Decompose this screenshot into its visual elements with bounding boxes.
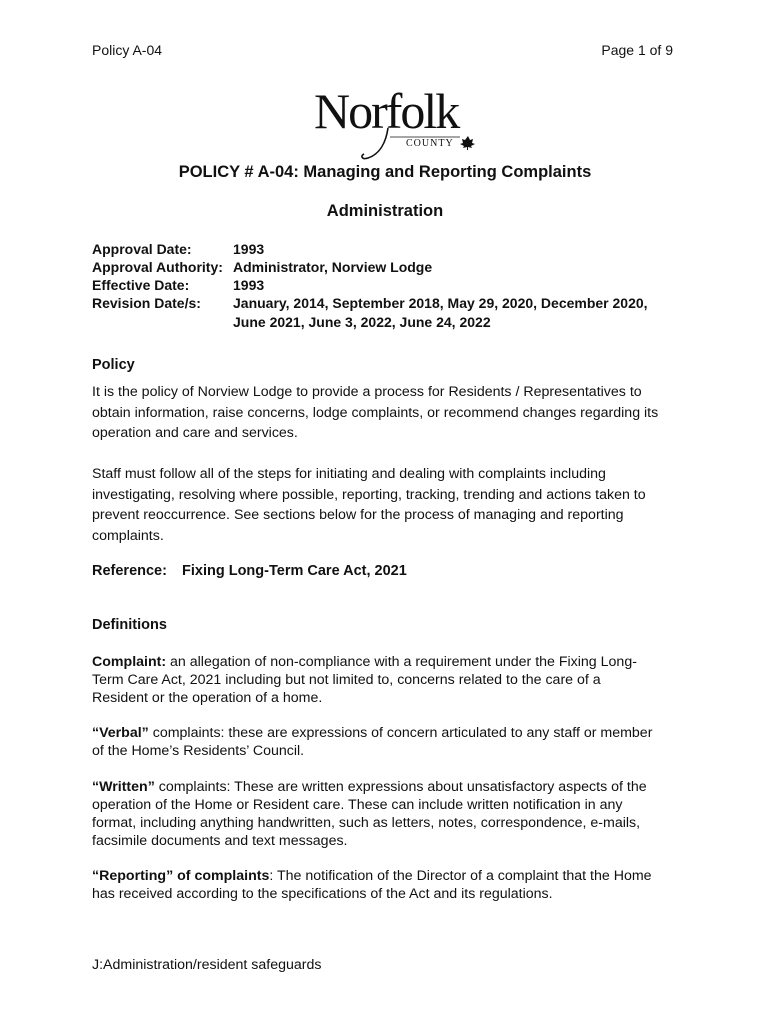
meta-approval-date [92, 240, 264, 258]
text-line: Term Care Act, 2021 including but not limited to, concerns related to the care of a [92, 672, 601, 688]
text-line: “Verbal” complaints: these are expressions of concern articulated to any staff or member [92, 725, 653, 741]
meta-label: Approval Authority: [92, 259, 223, 275]
maple-leaf-icon [460, 136, 475, 150]
meta-effective-date [92, 276, 264, 294]
definition-term: Complaint: [92, 654, 167, 670]
page-title: POLICY # A-04: Managing and Reporting Complaints [178, 163, 592, 181]
definition-term: “Written” [92, 779, 155, 795]
text-line: investigating, resolving where possible, reporting, tracking, trending and actions taken to [92, 486, 646, 503]
reference-line [92, 563, 407, 579]
logo-name: Norfolk [314, 84, 459, 139]
text-line: Staff must follow all of the steps for initiating and dealing with complaints including [92, 466, 606, 482]
meta-value: Administrator, Norview Lodge [233, 259, 433, 275]
meta-revision-dates [92, 294, 648, 312]
norfolk-county-logo [310, 84, 480, 164]
meta-value: 1993 [233, 241, 265, 257]
policy-paragraph-1 [92, 382, 702, 444]
text-line: of the Home’s Residents’ Council. [92, 743, 305, 759]
logo-subtitle: COUNTY [406, 138, 454, 149]
text-line: “Written” complaints: These are written expressions about unsatisfactory aspects of the [92, 779, 647, 795]
text-line: complaints. [92, 527, 164, 544]
meta-value: January, 2014, September 2018, May 29, 2020, December 2020, [233, 295, 648, 311]
text-line: “Reporting” of complaints: The notification of the Director of a complaint that the Home [92, 868, 652, 884]
text-line: prevent reoccurrence. See sections below for the process of managing and reporting [92, 507, 624, 523]
definition-written [92, 778, 702, 850]
meta-value: 1993 [233, 277, 265, 293]
text-line: Resident or the operation of a home. [92, 690, 323, 706]
page-subtitle: Administration [326, 202, 444, 220]
text-line: operation of the Home or Resident care. These can include written notification in any [92, 797, 623, 813]
footer-path: J:Administration/resident safeguards [92, 957, 322, 973]
meta-label: Approval Date: [92, 241, 192, 257]
definition-term: “Reporting” of complaints [92, 868, 270, 884]
reference-value: Fixing Long-Term Care Act, 2021 [182, 563, 407, 579]
definition-reporting [92, 867, 702, 903]
header-page-number: Page 1 of 9 [601, 42, 673, 58]
reference-label: Reference: [92, 563, 167, 579]
section-heading-policy: Policy [92, 357, 135, 373]
meta-label: Effective Date: [92, 277, 190, 293]
meta-label: Revision Date/s: [92, 295, 201, 311]
definition-complaint [92, 653, 702, 707]
text-line: obtain information, raise concerns, lodge complaints, or recommend changes regarding its [92, 404, 659, 421]
text-line: has received according to the specifications of the Act and its regulations. [92, 886, 553, 902]
header-policy-code: Policy A-04 [92, 42, 163, 58]
meta-revision-dates-cont [92, 313, 491, 331]
section-heading-definitions: Definitions [92, 617, 167, 633]
meta-approval-authority [92, 258, 432, 276]
text-line: Complaint: an allegation of non-compliance with a requirement under the Fixing Long- [92, 654, 637, 670]
text-line: facsimile documents and text messages. [92, 833, 348, 849]
text-line: format, including anything handwritten, such as letters, notes, correspondence, e-mails, [92, 815, 641, 831]
meta-value: June 2021, June 3, 2022, June 24, 2022 [233, 314, 491, 330]
text-line: operation and care and services. [92, 425, 298, 441]
text-line: It is the policy of Norview Lodge to provide a process for Residents / Representatives to [92, 384, 642, 400]
definition-verbal [92, 724, 702, 760]
policy-paragraph-2 [92, 464, 702, 546]
definition-term: “Verbal” [92, 725, 149, 741]
norfolk-logo-graphic [310, 84, 480, 164]
